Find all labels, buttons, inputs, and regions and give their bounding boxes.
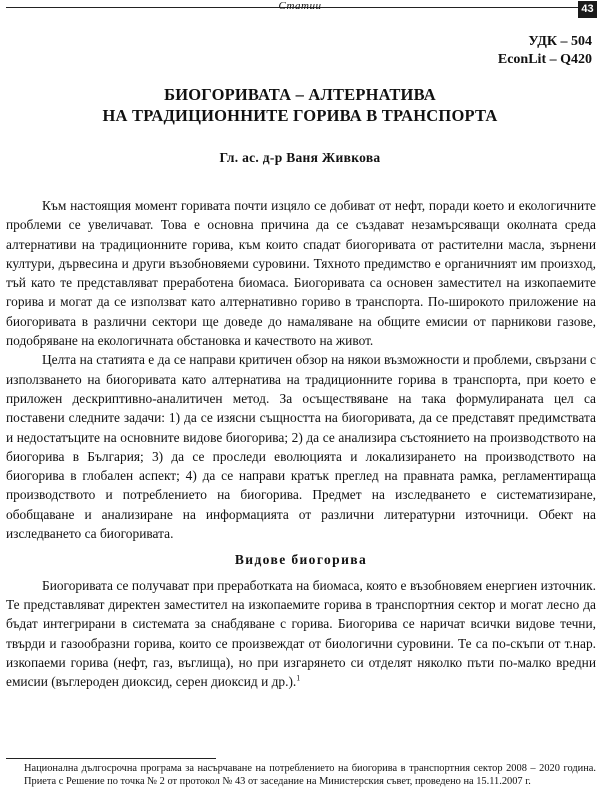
section-heading: Видове биогорива [234,552,368,568]
paragraph-text: Биогоривата се получават при преработката на биомаса, която е възобновяем енергиен източник. Те представляват директен заместител на изкопаемите горива в транспортния сектор и могат лесно да бъдат интегрирани в системата за снабдяване с горива. Биогорива се наричат всички видове течни, твърди и газообразни горива, които се произвеждат от биологични суровини. Те са по-скъпи от т.нар. изкопаеми горива (нефт, газ, въглища), но при изгарянето си отделят няколко пъти по-малко вредни емисии (въглероден диоксид, серен диоксид и др.). [6,577,596,690]
author: Гл. ас. д-р Ваня Живкова [219,150,381,165]
classification-codes [498,33,592,69]
paragraph: Към настоящия момент горивата почти изцяло се добиват от нефт, поради което и екологичните проблеми се увеличават. Това е основна причина да се създават незамърсяващи околната среда алтернативи на традиционните горива, към които спадат биогоривата от растителни масла, зърнени култури, дървесина и други възобновяеми суровини. Тяхното предимство е органичният им произход, тъй като те представляват преработена биомаса. Биогоривата са основен заместител на изкопаемите горива и могат да се използват като алтернативно гориво в транспорта. По-широкото приложение на биогоривата в различни сектори ще доведе до намаляване на общите емисии от парникови газове, подобряване на екологичната обстановка и качеството на живот. [6,198,596,349]
footnote-text: Национална дългосрочна програма за насърчаване на потреблението на биогорива в транспортния сектор 2008 – 2020 година. Приета с Решение по точка № 2 от протокол № 43 от заседание на Министерския съвет, проведено на 15.11.2007 г. [24,763,596,788]
udk-code: УДК – 504 [528,34,592,49]
article-title [0,84,600,126]
paragraph: Целта на статията е да се направи критичен обзор на някои възможности и проблеми, свързани с използването на биогоривата като алтернатива на традиционните горива в транспорта, при което е приложен дескриптивно-аналитичен метод. За осъществяване на така формулираната цел са поставени следните задачи: 1) да се изясни същността на биогоривата, да се представят предимствата и недостатъците на основните видове биогорива; 2) да се анализира състоянието на производството на биогорива в България; 3) да се проследи еволюцията и локализирането на производството на биогорива в глобален аспект; 4) да се направи кратък преглед на правната рамка, регламентираща производството и потреблението на биогорива. Предмет на изследването е систематизиране, обобщаване и анализиране на информацията от различни литературни източници. Обект на изследването са биогоривата. [6,352,596,542]
footnote [6,762,596,789]
paragraph [6,576,596,692]
footnote-ref[interactable]: 1 [296,673,301,683]
footnote-rule [6,758,216,759]
title-line-2: НА ТРАДИЦИОННИТЕ ГОРИВА В ТРАНСПОРТА [102,106,498,125]
title-line-1: БИОГОРИВАТА – АЛТЕРНАТИВА [164,85,436,104]
econlit-code: EconLit – Q420 [497,52,592,67]
article-body [6,196,596,691]
page-number: 43 [578,1,597,18]
running-head: Статии [278,0,322,12]
